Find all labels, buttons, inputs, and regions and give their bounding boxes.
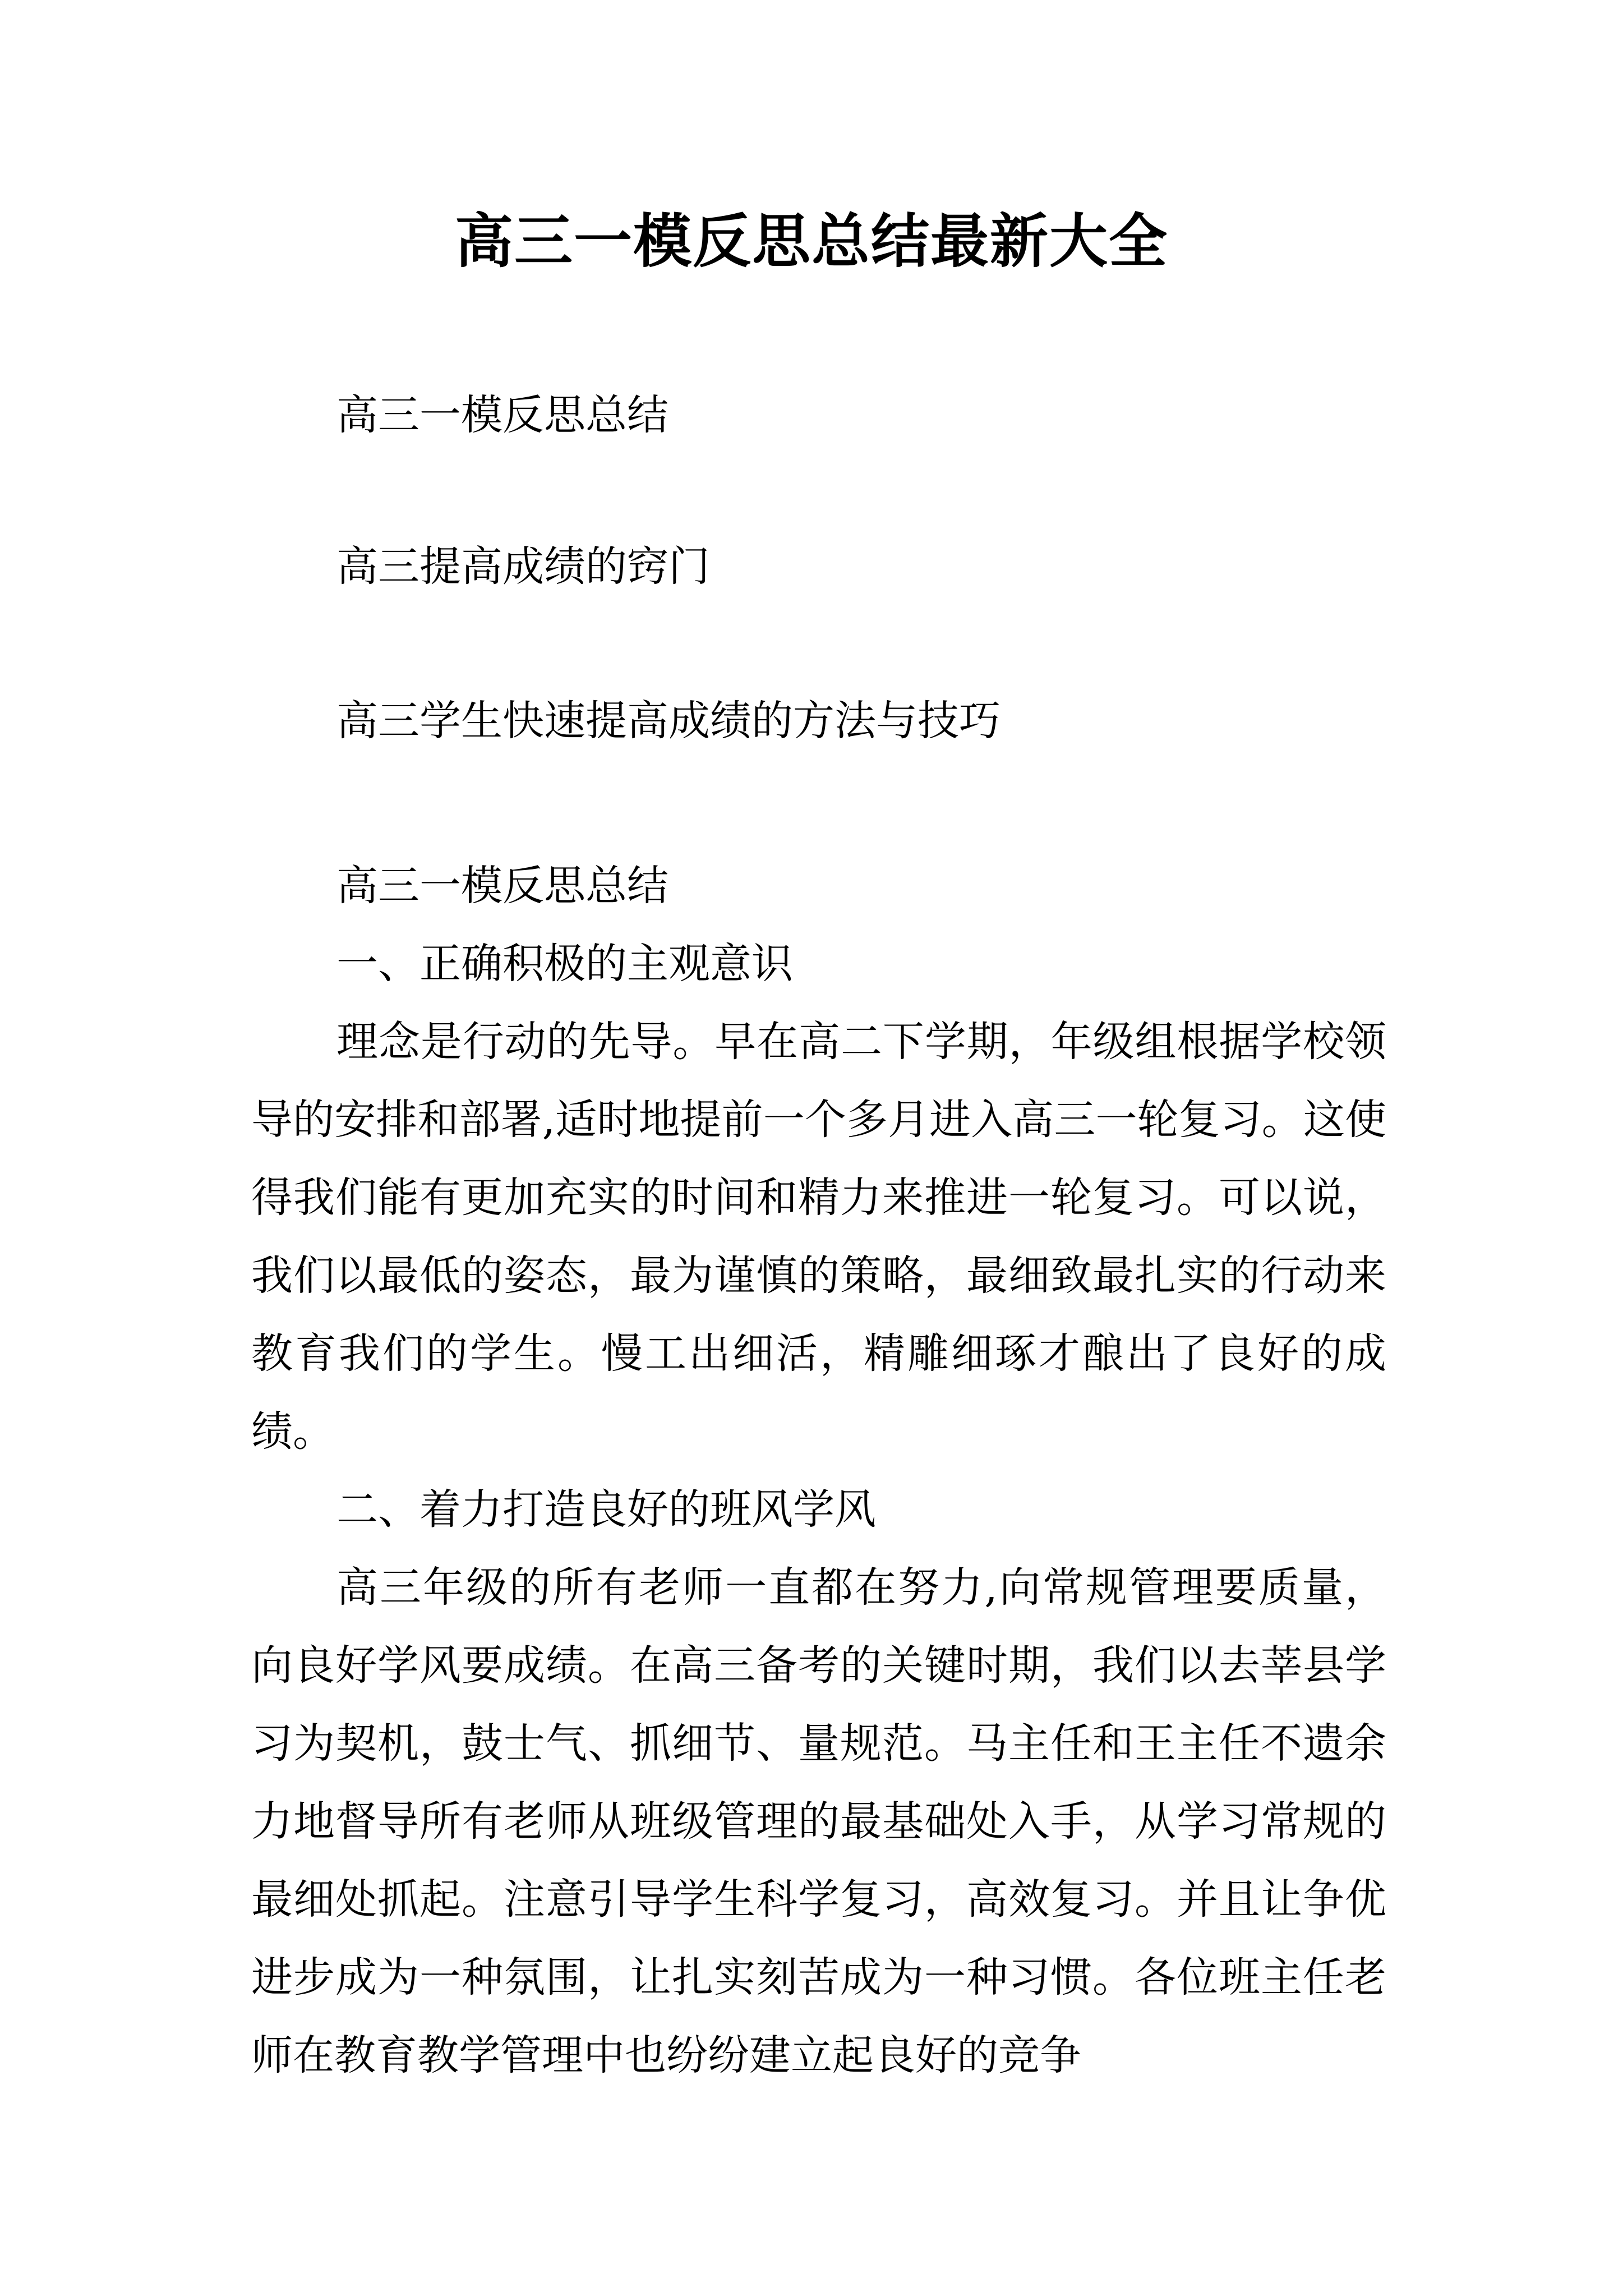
paragraph: 高三年级的所有老师一直都在努力,向常规管理要质量，向良好学风要成绩。在高三备考的关键时期，我们以去莘县学习为契机，鼓士气、抓细节、量规范。马主任和王主任不遗余力地督导所有老师从班级管理的最基础处入手，从学习常规的最细处抓起。注意引导学生科学复习，高效复习。并且让争优进步成为一种氛围，让扎实刻苦成为一种习惯。各位班主任老师在教育教学管理中也纷纷建立起良好的竞争 bbox=[251, 1563, 1386, 2079]
toc-item: 高三提高成绩的窍门 bbox=[336, 542, 710, 591]
toc-item: 高三学生快速提高成绩的方法与技巧 bbox=[336, 697, 1000, 745]
section-heading: 一、正确积极的主观意识 bbox=[336, 940, 793, 988]
paragraph: 理念是行动的先导。早在高二下学期，年级组根据学校领导的安排和部署,适时地提前一个多月进入高三一轮复习。这使得我们能有更加充实的时间和精力来推进一轮复习。可以说，我们以最低的姿态，最为谨慎的策略，最细致最扎实的行动来教育我们的学生。慢工出细活，精雕细琢才酿出了良好的成绩。 bbox=[251, 1018, 1386, 1456]
section-title: 高三一模反思总结 bbox=[336, 862, 668, 910]
section-heading: 二、着力打造良好的班风学风 bbox=[336, 1485, 876, 1534]
toc-item: 高三一模反思总结 bbox=[336, 391, 668, 439]
document-title: 高三一模反思总结最新大全 bbox=[454, 206, 1168, 275]
document-body bbox=[251, 847, 1386, 2095]
